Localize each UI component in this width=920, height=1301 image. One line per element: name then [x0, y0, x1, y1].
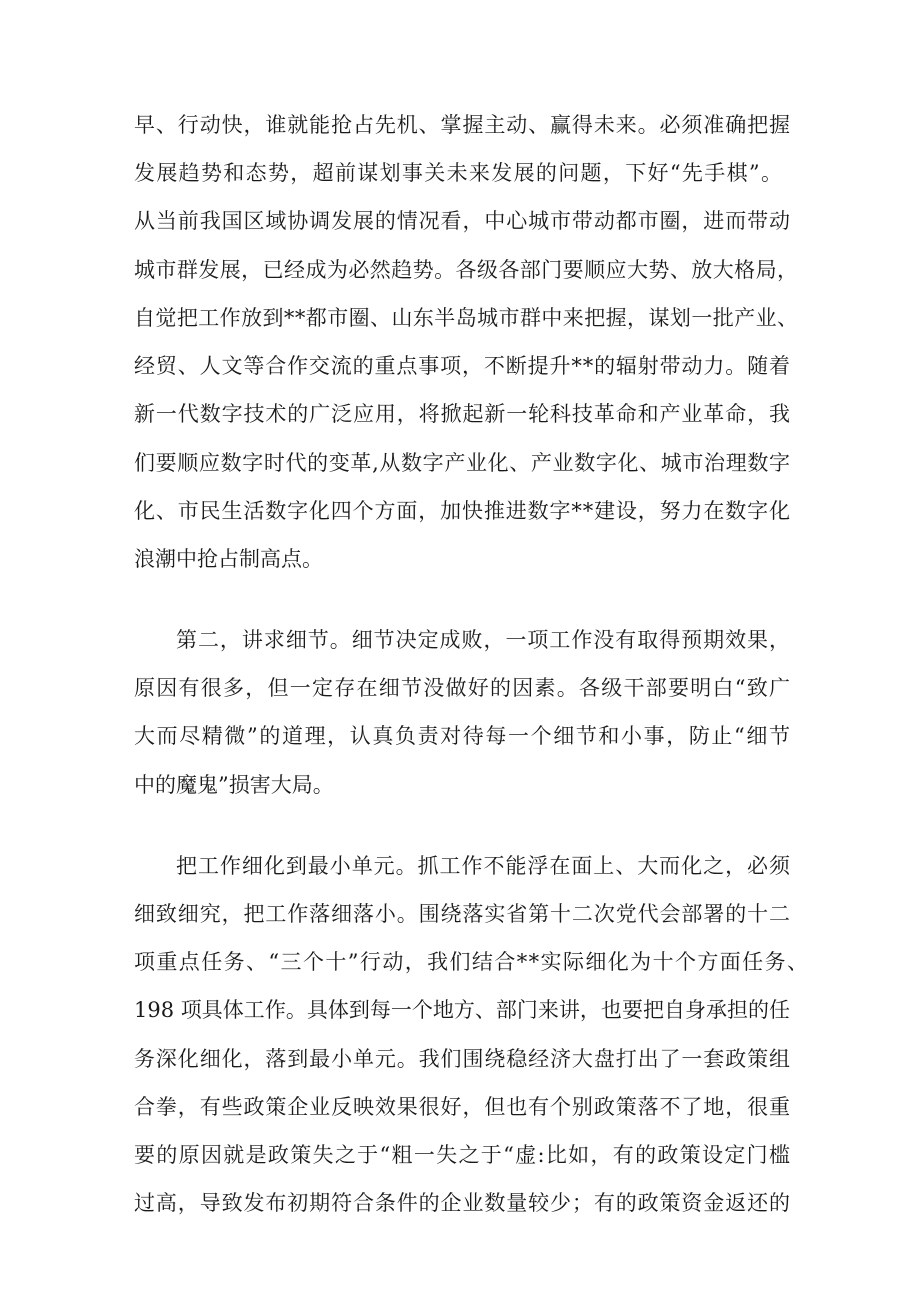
text-line: 化、市民生活数字化四个方面，加快推进数字**建设，努力在数字化 [134, 499, 791, 523]
text-line: 原因有很多，但一定存在细节没做好的因素。各级干部要明白“致广 [134, 676, 792, 700]
paragraph-first-line: 第二，讲求细节。细节决定成败，一项工作没有取得预期效果， [176, 628, 791, 652]
text-line: 经贸、人文等合作交流的重点事项，不断提升**的辐射带动力。随着 [134, 354, 791, 378]
text-line: 城市群发展，已经成为必然趋势。各级各部门要顺应大势、放大格局， [134, 258, 799, 282]
text-line: 要的原因就是政策失之于“粗一失之于“虚:比如，有的政策设定门槛 [134, 1143, 792, 1167]
text-line: 早、行动快，谁就能抢占先机、掌握主动、赢得未来。必须准确把握 [134, 113, 791, 137]
text-line: 们要顺应数字时代的变革,从数字产业化、产业数字化、城市治理数字 [134, 451, 791, 475]
text-line: 自觉把工作放到**都市圈、山东半岛城市群中来把握，谋划一批产业、 [134, 306, 799, 330]
text-line: 项重点任务、“三个十”行动，我们结合**实际细化为十个方面任务、 [134, 950, 810, 974]
paragraph-first-line: 把工作细化到最小单元。抓工作不能浮在面上、大而化之，必须 [176, 854, 791, 878]
text-line: 务深化细化，落到最小单元。我们围绕稳经济大盘打出了一套政策组 [134, 1047, 791, 1071]
text-line: 从当前我国区域协调发展的情况看，中心城市带动都市圈，进而带动 [134, 209, 791, 233]
text-line: 浪潮中抢占制高点。 [134, 547, 323, 571]
text-line: 新一代数字技术的广泛应用，将掀起新一轮科技革命和产业革命，我 [134, 402, 791, 426]
text-line: 发展趋势和态势，超前谋划事关未来发展的问题，下好“先手棋”。 [134, 161, 784, 185]
text-line: 过高，导致发布初期符合条件的企业数量较少；有的政策资金返还的 [134, 1191, 791, 1215]
text-line: 中的魔鬼”损害大局。 [134, 773, 334, 797]
text-line: 大而尽精微”的道理，认真负责对待每一个细节和小事，防止“细节 [134, 724, 792, 748]
text-line: 198 项具体工作。具体到每一个地方、部门来讲，也要把自身承担的任 [134, 998, 790, 1022]
text-line: 合拳，有些政策企业反映效果很好，但也有个别政策落不了地，很重 [134, 1095, 791, 1119]
text-line: 细致细究，把工作落细落小。围绕落实省第十二次党代会部署的十二 [134, 902, 791, 926]
